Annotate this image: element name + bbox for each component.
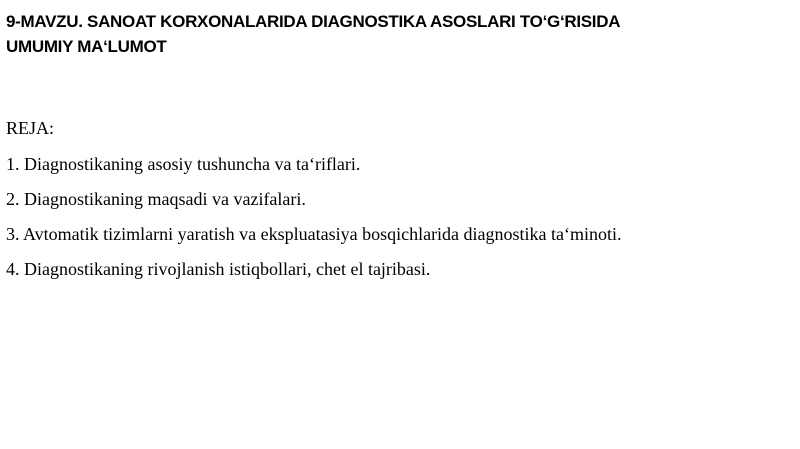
plan-heading: REJA: <box>6 118 55 138</box>
slide-title-line: UMUMIY MA‘LUMOT <box>6 37 167 56</box>
plan-item: 3. Avtomatik tizimlarni yaratish va ekspluatasiya bosqichlarida diagnostika ta‘minoti. <box>6 224 622 244</box>
plan-list <box>6 152 786 281</box>
plan-item: 4. Diagnostikaning rivojlanish istiqbollari, chet el tajribasi. <box>6 259 431 279</box>
plan-section <box>6 116 786 292</box>
plan-item: 1. Diagnostikaning asosiy tushuncha va ta‘riflari. <box>6 154 361 174</box>
plan-item: 2. Diagnostikaning maqsadi va vazifalari. <box>6 189 306 209</box>
slide-title <box>6 9 786 59</box>
slide-title-line: 9-MAVZU. SANOAT KORXONALARIDA DIAGNOSTIKA ASOSLARI TO‘G‘RISIDA <box>6 12 621 31</box>
